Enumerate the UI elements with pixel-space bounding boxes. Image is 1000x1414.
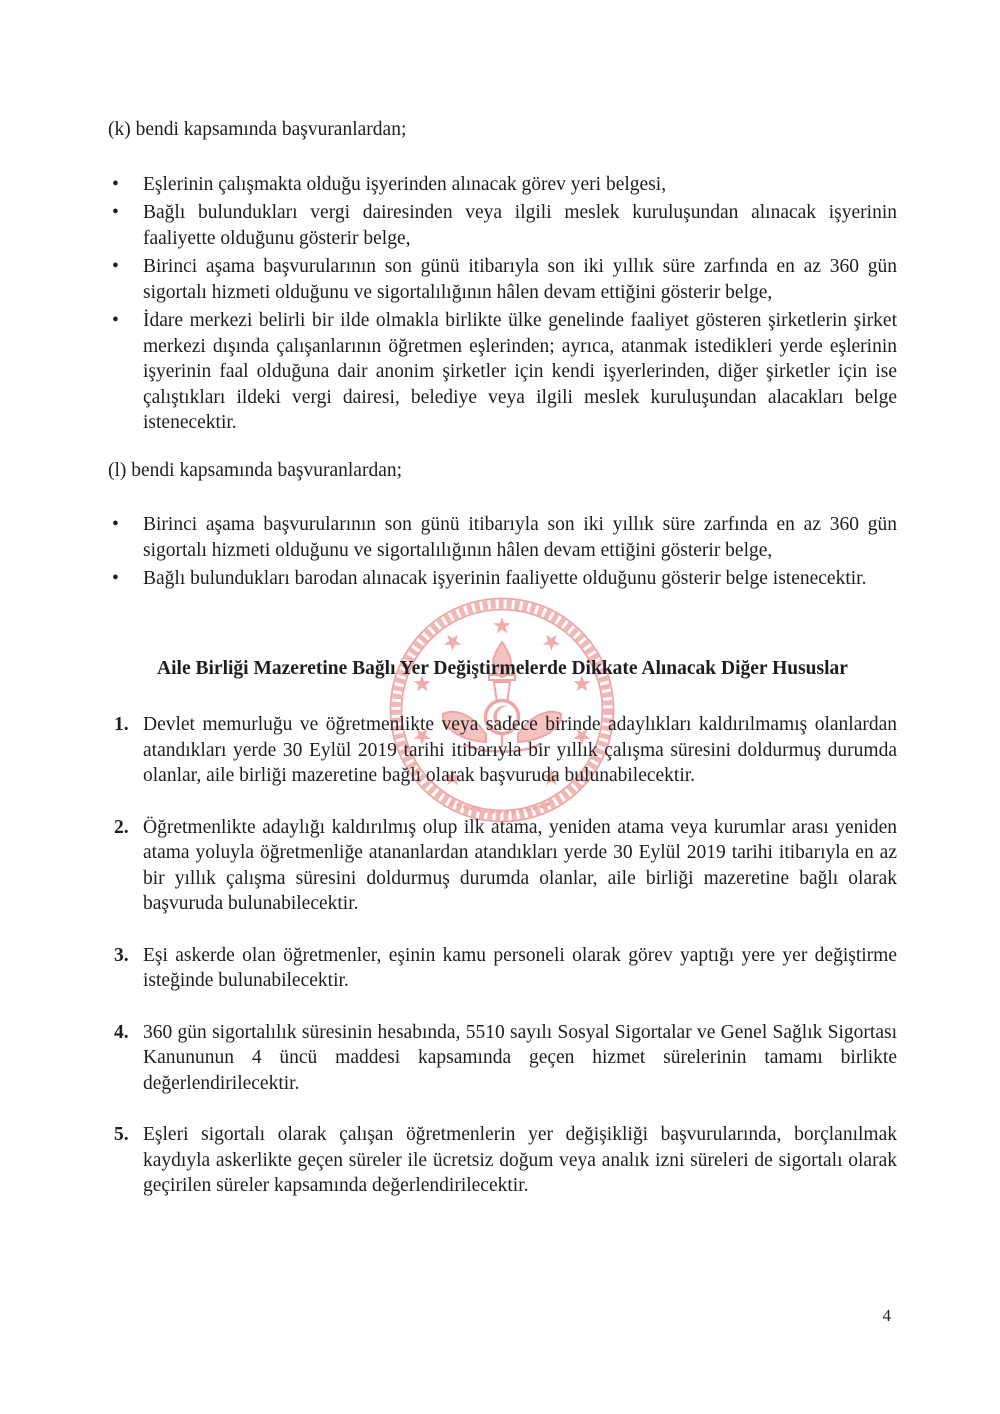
list-item-text: İdare merkezi belirli bir ilde olmakla birlikte ülke genelinde faaliyet gösteren şirketlerin şirket merkezi dışında çalışanlarının öğretmen eşlerinden; ayrıca, atanmak istedikleri yerde eşlerinin işyerinin faal olduğuna dair anonim şirketler için kendi işyerlerinden, diğer şirketler için ise çalıştıkları ildeki vergi dairesi, belediye veya ilgili meslek kuruluşundan alacakları belge istenecektir. — [143, 310, 897, 433]
numbered-list — [108, 712, 897, 1199]
list-item — [108, 815, 897, 917]
item-number: 1. — [114, 714, 129, 735]
list-item-text: Öğretmenlikte adaylığı kaldırılmış olup ilk atama, yeniden atama veya kurumlar arası yeniden atama yoluyla öğretmenliğe atananlardan atandıkları yerde 30 Eylül 2019 tarihi itibarıyla en az bir yıllık çalışma süresini doldurmuş durumda olanlar, aile birliği mazeretine bağlı olarak başvuruda bulunabilecektir. — [143, 816, 897, 914]
list-item — [108, 1122, 897, 1199]
bullet-icon: • — [112, 310, 119, 331]
list-item-text: Eşlerinin çalışmakta olduğu işyerinden alınacak görev yeri belgesi, — [143, 173, 667, 195]
list-item — [108, 512, 897, 563]
bullet-icon: • — [112, 514, 119, 535]
item-number: 3. — [114, 944, 129, 966]
list-item — [108, 712, 897, 789]
list-item — [108, 1020, 897, 1097]
list-item-text: Birinci aşama başvurularının son günü itibarıyla son iki yıllık süre zarfında en az 360 gün sigortalı hizmeti olduğunu ve sigortalılığının hâlen devam ettiğini gösterir belge, — [143, 514, 897, 561]
item-number: 5. — [114, 1124, 129, 1145]
list-item-text: Devlet memurluğu ve öğretmenlikte veya sadece birinde adaylıkları kaldırılmamış olanlardan atandıkları yerde 30 Eylül 2019 tarihi itibarıyla bir yıllık çalışma süresini doldurmuş durumda olanlar, aile birliği mazeretine bağlı olarak başvuruda bulunabilecektir. — [143, 714, 897, 786]
item-number: 4. — [114, 1021, 129, 1043]
bullet-icon: • — [112, 202, 119, 223]
section-l-bullet-list — [108, 512, 897, 592]
list-item — [108, 308, 897, 436]
item-number: 2. — [114, 816, 129, 838]
list-item — [108, 172, 897, 198]
section-k-bullet-list — [108, 172, 897, 436]
bullet-icon: • — [112, 173, 119, 195]
list-item — [108, 943, 897, 994]
list-item-text: 360 gün sigortalılık süresinin hesabında, 5510 sayılı Sosyal Sigortalar ve Genel Sağlık Sigortası Kanununun 4 üncü maddesi kapsamında geçen hizmet sürelerinin tamamı birlikte değerlendirilecektir. — [143, 1021, 897, 1094]
list-item — [108, 254, 897, 305]
section-k-intro: (k) bendi kapsamında başvuranlardan; — [108, 119, 407, 140]
list-item-text: Birinci aşama başvurularının son günü itibarıyla son iki yıllık süre zarfında en az 360 gün sigortalı hizmeti olduğunu ve sigortalılığının hâlen devam ettiğini gösterir belge, — [143, 256, 897, 303]
list-item-text: Bağlı bulundukları barodan alınacak işyerinin faaliyette olduğunu gösterir belge istenecektir. — [143, 568, 867, 589]
list-item-text: Eşleri sigortalı olarak çalışan öğretmenlerin yer değişikliği başvurularında, borçlanılmak kaydıyla askerlikte geçen süreler ile ücretsiz doğum veya analık izni süreleri de sigortalı olarak geçirilen süreler kapsamında değerlendirilecektir. — [143, 1124, 897, 1196]
bullet-icon: • — [112, 568, 119, 589]
list-item-text: Bağlı bulundukları vergi dairesinden veya ilgili meslek kuruluşundan alınacak işyerinin faaliyette olduğunu gösterir belge, — [143, 202, 897, 249]
section-l-intro: (l) bendi kapsamında başvuranlardan; — [108, 459, 403, 481]
section-heading: Aile Birliği Mazeretine Bağlı Yer Değiştirmelerde Dikkate Alınacak Diğer Hususlar — [157, 657, 848, 679]
bullet-icon: • — [112, 256, 119, 277]
list-item-text: Eşi askerde olan öğretmenler, eşinin kamu personeli olarak görev yaptığı yere yer değiştirme isteğinde bulunabilecektir. — [143, 944, 897, 991]
list-item — [108, 566, 897, 592]
list-item — [108, 200, 897, 251]
page-number: 4 — [882, 1306, 891, 1325]
